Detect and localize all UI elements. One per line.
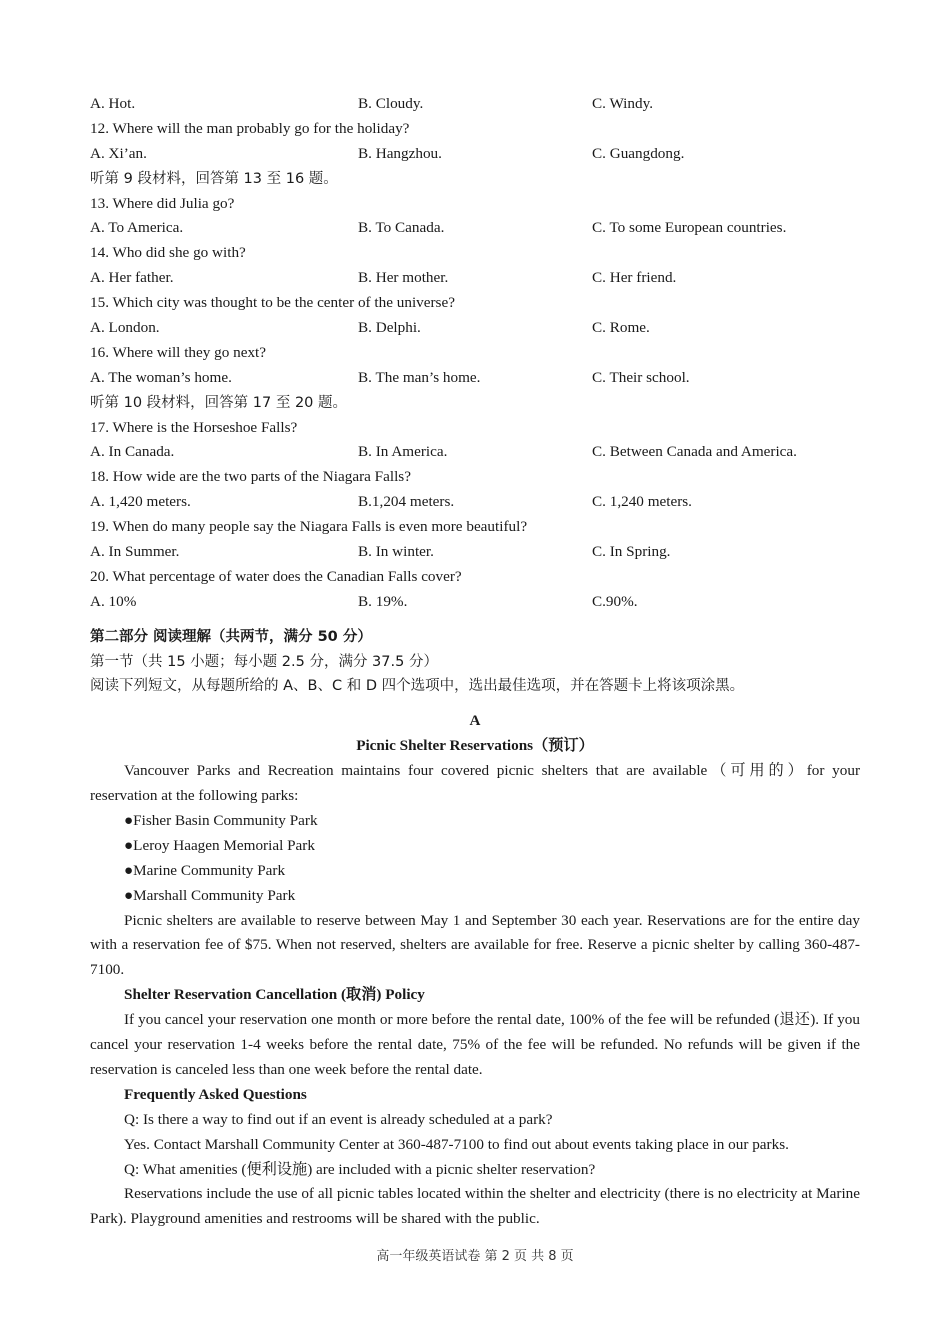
reading-instruction: 阅读下列短文，从每题所给的 A、B、C 和 D 四个选项中，选出最佳选项，并在答题卡上将该项涂黑。 xyxy=(90,678,745,695)
option-b: B. The man’s home. xyxy=(358,368,481,386)
question-stem: 16. Where will they go next? xyxy=(90,343,267,361)
option-a: A. Her father. xyxy=(90,269,174,287)
part-title: 第二部分 阅读理解（共两节，满分 50 分） xyxy=(90,628,372,645)
park-item: ●Marine Community Park xyxy=(124,861,286,879)
question-stem: 18. How wide are the two parts of the Niagara Falls? xyxy=(90,468,411,486)
question-stem: 15. Which city was thought to be the center of the universe? xyxy=(90,294,455,312)
passage-letter: A xyxy=(469,712,481,730)
option-c: C. Rome. xyxy=(592,319,650,337)
question-stem: 12. Where will the man probably go for the holiday? xyxy=(90,119,410,137)
q12-options xyxy=(90,142,860,167)
option-b: B. In winter. xyxy=(358,543,434,561)
option-b: B. Her mother. xyxy=(358,269,449,287)
park-item: ●Fisher Basin Community Park xyxy=(124,811,318,829)
option-a: A. Hot. xyxy=(90,95,136,112)
option-a: A. To America. xyxy=(90,219,184,237)
q15-options xyxy=(90,316,860,341)
option-a: A. 1,420 meters. xyxy=(90,493,191,511)
faq-heading: Frequently Asked Questions xyxy=(124,1085,307,1103)
section-title: 第一节（共 15 小题；每小题 2.5 分，满分 37.5 分） xyxy=(90,653,438,670)
faq-question: Q: Is there a way to find out if an event is already scheduled at a park? xyxy=(124,1110,553,1128)
question-stem: 13. Where did Julia go? xyxy=(90,194,235,212)
question-stem: 20. What percentage of water does the Canadian Falls cover? xyxy=(90,567,462,585)
option-c: C. Her friend. xyxy=(592,269,677,287)
option-c: C.90%. xyxy=(592,592,638,610)
availability-paragraph: Picnic shelters are available to reserve between May 1 and September 30 each year. Reservations are for the entire day with a reservation fee of $75. When not reserved, shelters are available for free. Reserve a picnic shelter by calling 360-487-7100. xyxy=(90,911,860,979)
option-b: B. In America. xyxy=(358,443,448,461)
option-c: C. Between Canada and America. xyxy=(592,443,797,461)
option-c: C. 1,240 meters. xyxy=(592,493,692,511)
option-a: A. The woman’s home. xyxy=(90,368,232,386)
q17-options xyxy=(90,440,860,465)
park-item: ●Leroy Haagen Memorial Park xyxy=(124,836,315,854)
cancellation-heading: Shelter Reservation Cancellation (取消) Policy xyxy=(124,986,425,1004)
q14-options xyxy=(90,266,860,291)
question-stem: 17. Where is the Horseshoe Falls? xyxy=(90,418,298,436)
question-stem: 19. When do many people say the Niagara Falls is even more beautiful? xyxy=(90,518,528,536)
page-footer: 高一年级英语试卷 第 2 页 共 8 页 xyxy=(376,1249,574,1264)
option-c: C. In Spring. xyxy=(592,543,671,561)
park-item: ●Marshall Community Park xyxy=(124,886,296,904)
option-b: B. 19%. xyxy=(358,592,408,610)
option-a: A. London. xyxy=(90,319,160,337)
passage-intro: Vancouver Parks and Recreation maintains four covered picnic shelters that are available（可用的）for your reservation at the following parks: xyxy=(90,762,860,805)
faq-answer: Yes. Contact Marshall Community Center at 360-487-7100 to find out about events taking place in our parks. xyxy=(124,1135,789,1153)
faq-question: Q: What amenities (便利设施) are included with a picnic shelter reservation? xyxy=(124,1160,596,1178)
option-b: B. Cloudy. xyxy=(358,95,424,112)
option-b: B. Hangzhou. xyxy=(358,144,442,162)
cancellation-paragraph: If you cancel your reservation one month or more before the rental date, 100% of the fee will be refunded (退还). If you cancel your reservation 1-4 weeks before the rental date, 75% of the fee will be refunded. No refunds will be given if the reservation is canceled less than one week before the rental date. xyxy=(90,1011,860,1078)
option-a: A. Xi’an. xyxy=(90,144,147,162)
faq-answer: Reservations include the use of all picnic tables located within the shelter and electricity (there is no electricity at Marine Park). Playground amenities and restrooms will be shared with the public. xyxy=(90,1185,860,1228)
section-instruction: 听第 10 段材料，回答第 17 至 20 题。 xyxy=(90,394,348,411)
option-b: B. To Canada. xyxy=(358,219,445,237)
q19-options xyxy=(90,540,860,565)
option-a: A. In Canada. xyxy=(90,443,175,461)
exam-page xyxy=(90,92,860,1232)
option-b: B.1,204 meters. xyxy=(358,493,455,511)
option-c: C. Windy. xyxy=(592,95,653,112)
option-a: A. 10% xyxy=(90,592,137,610)
option-c: C. Guangdong. xyxy=(592,144,685,162)
option-c: C. To some European countries. xyxy=(592,219,787,237)
q20-options xyxy=(90,590,860,615)
question-stem: 14. Who did she go with? xyxy=(90,244,246,262)
q13-options xyxy=(90,216,860,241)
option-c: C. Their school. xyxy=(592,368,690,386)
q16-options xyxy=(90,366,860,391)
option-b: B. Delphi. xyxy=(358,319,421,337)
passage-title: Picnic Shelter Reservations（预订） xyxy=(356,737,594,755)
section-instruction: 听第 9 段材料，回答第 13 至 16 题。 xyxy=(90,170,338,187)
q18-options xyxy=(90,490,860,515)
q11-options xyxy=(90,92,860,117)
option-a: A. In Summer. xyxy=(90,543,180,561)
